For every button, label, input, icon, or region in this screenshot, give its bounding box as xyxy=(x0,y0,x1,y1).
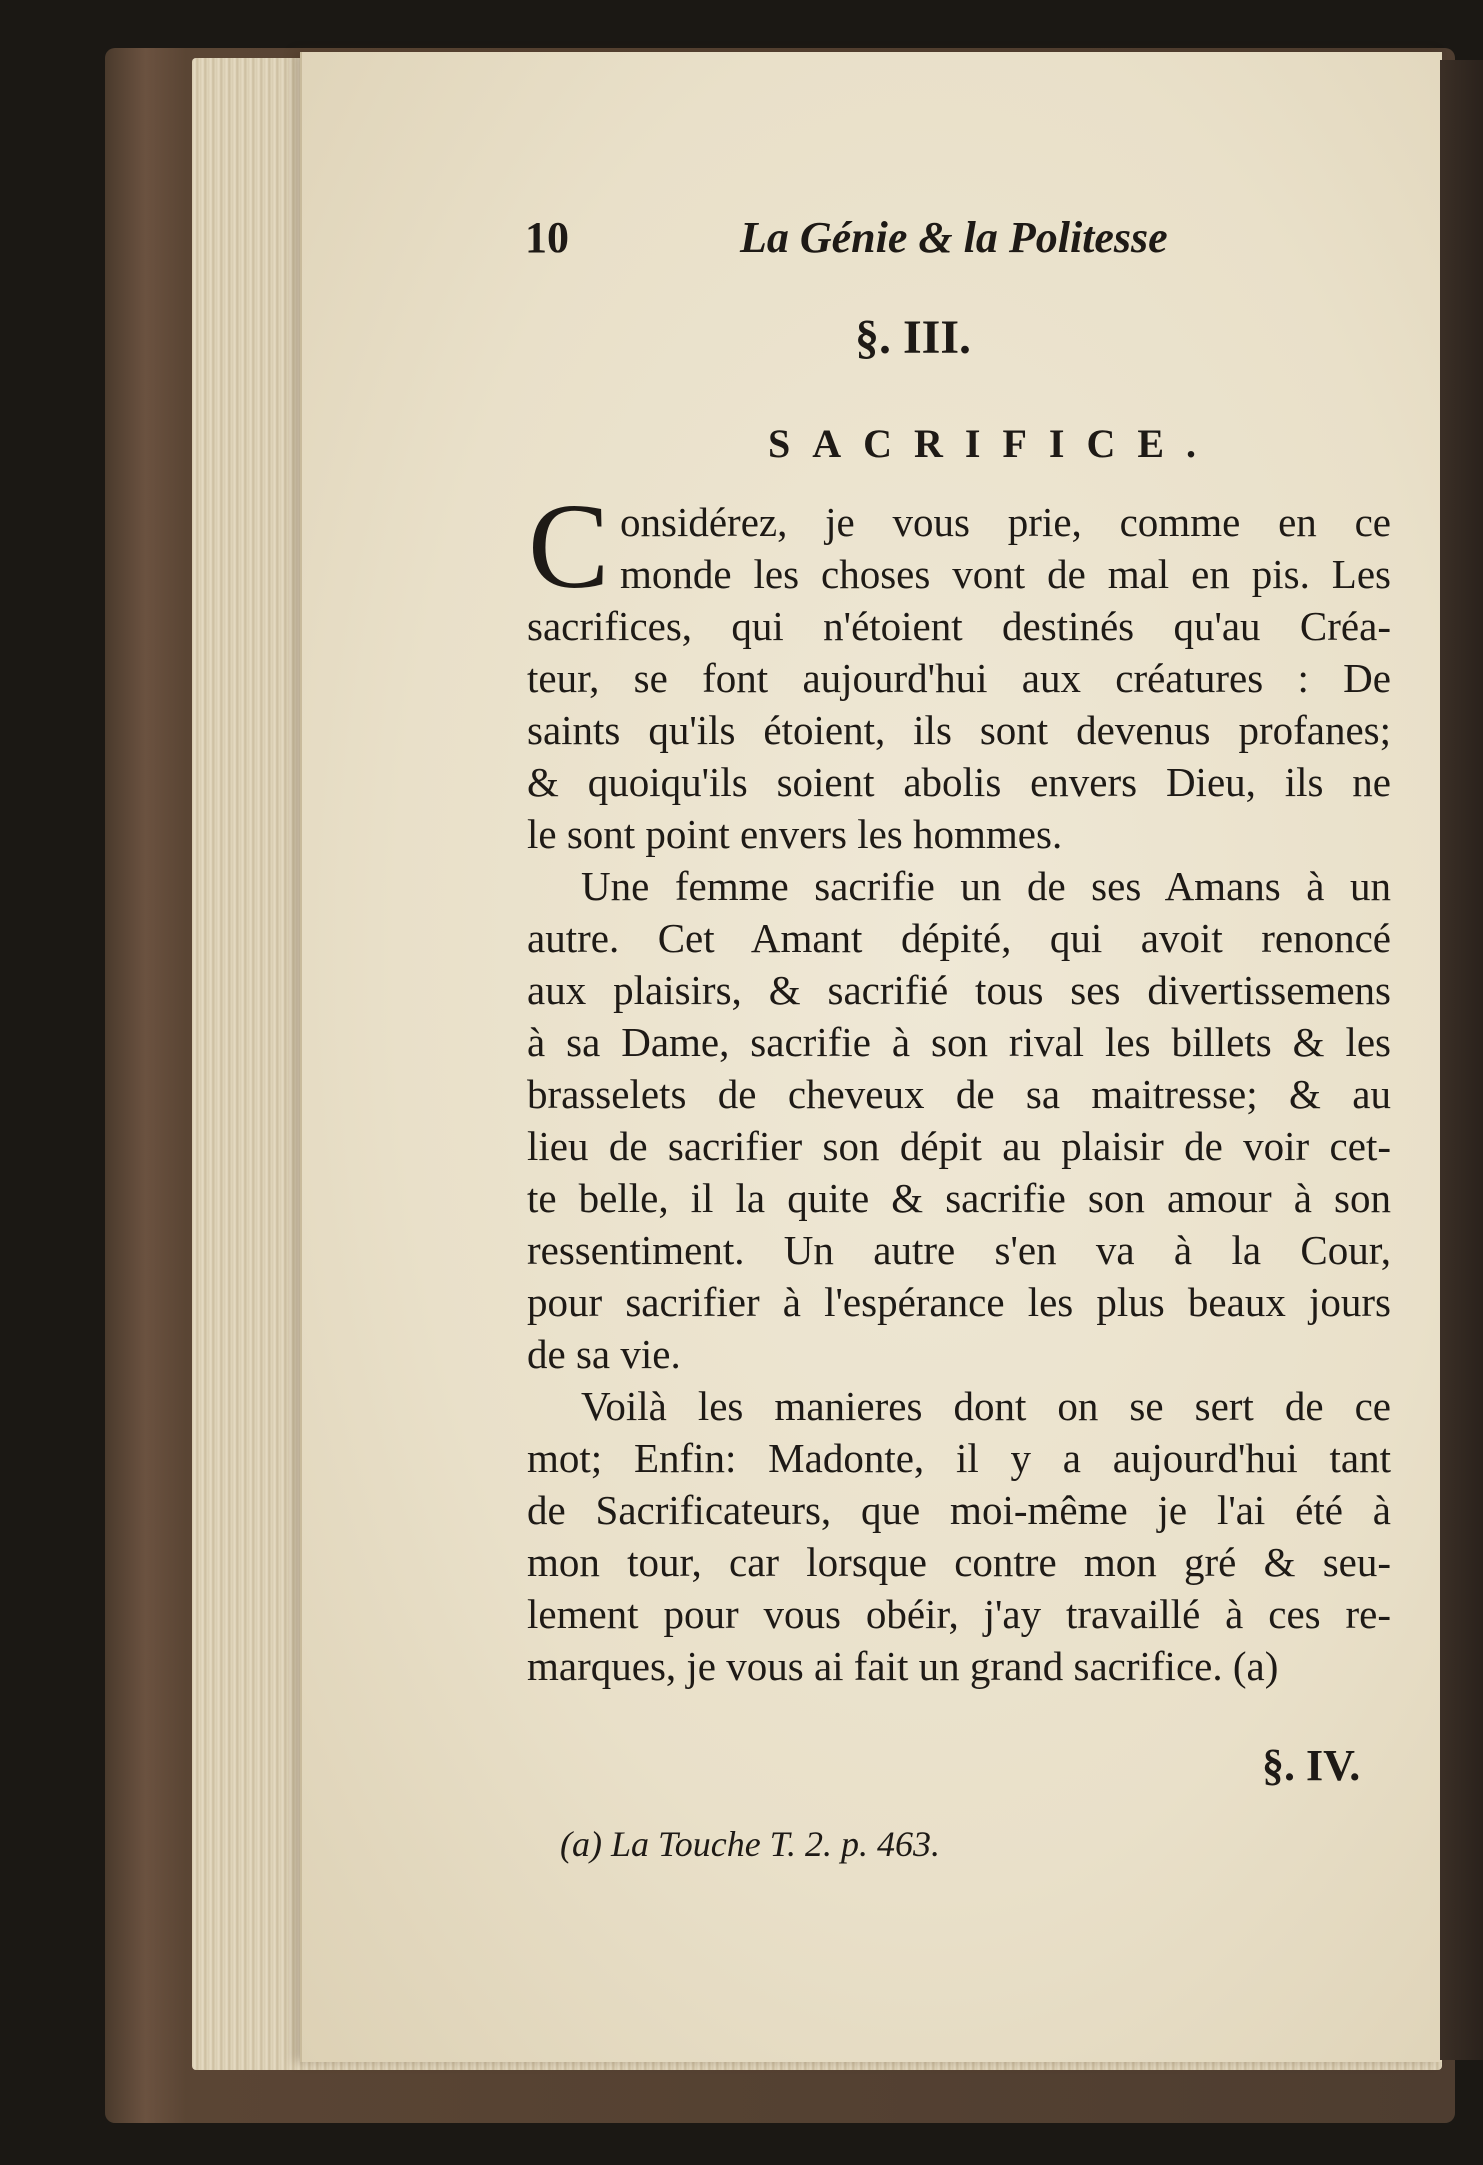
body-line: Voilà les manieres dont on se sert de ce xyxy=(581,1383,1391,1429)
body-line: te belle, il la quite & sacrifie son amour à son xyxy=(527,1175,1391,1221)
section-subtitle: SACRIFICE. xyxy=(768,421,1219,466)
facing-page-gutter xyxy=(1440,60,1483,2060)
body-line: lieu de sacrifier son dépit au plaisir de voir cet- xyxy=(527,1123,1391,1169)
body-line: lement pour vous obéir, j'ay travaillé à ces re- xyxy=(527,1591,1391,1637)
body-line: sacrifices, qui n'étoient destinés qu'au Créa- xyxy=(527,603,1391,649)
body-line: onsidérez, je vous prie, comme en ce xyxy=(620,499,1391,545)
body-line: teur, se font aujourd'hui aux créatures : De xyxy=(527,655,1391,701)
body-line: pour sacrifier à l'espérance les plus beaux jours xyxy=(527,1279,1391,1325)
body-line: à sa Dame, sacrifie à son rival les billets & les xyxy=(527,1019,1391,1065)
footnote: (a) La Touche T. 2. p. 463. xyxy=(560,1824,941,1864)
running-head: La Génie & la Politesse xyxy=(740,213,1168,262)
body-line: le sont point envers les hommes. xyxy=(527,811,1063,857)
body-line: de sa vie. xyxy=(527,1331,681,1377)
section-title: §. III. xyxy=(855,311,972,364)
body-line: aux plaisirs, & sacrifié tous ses divertissemens xyxy=(527,967,1391,1013)
body-line: Une femme sacrifie un de ses Amans à un xyxy=(581,863,1391,909)
catchword: §. IV. xyxy=(1262,1741,1361,1790)
body-line: ressentiment. Un autre s'en va à la Cour, xyxy=(527,1227,1391,1273)
body-line: marques, je vous ai fait un grand sacrifice. (a) xyxy=(527,1643,1279,1689)
body-line: brasselets de cheveux de sa maitresse; & au xyxy=(527,1071,1391,1117)
body-line: & quoiqu'ils soient abolis envers Dieu, ils ne xyxy=(527,759,1391,805)
body-line: monde les choses vont de mal en pis. Les xyxy=(620,551,1391,597)
page-number: 10 xyxy=(525,213,569,262)
body-line: autre. Cet Amant dépité, qui avoit renoncé xyxy=(527,915,1391,961)
body-line: mon tour, car lorsque contre mon gré & seu- xyxy=(527,1539,1391,1585)
body-line: mot; Enfin: Madonte, il y a aujourd'hui tant xyxy=(527,1435,1391,1481)
body-line: de Sacrificateurs, que moi-même je l'ai été à xyxy=(527,1487,1391,1533)
drop-cap: C xyxy=(528,479,610,614)
body-line: saints qu'ils étoient, ils sont devenus profanes; xyxy=(527,707,1391,753)
